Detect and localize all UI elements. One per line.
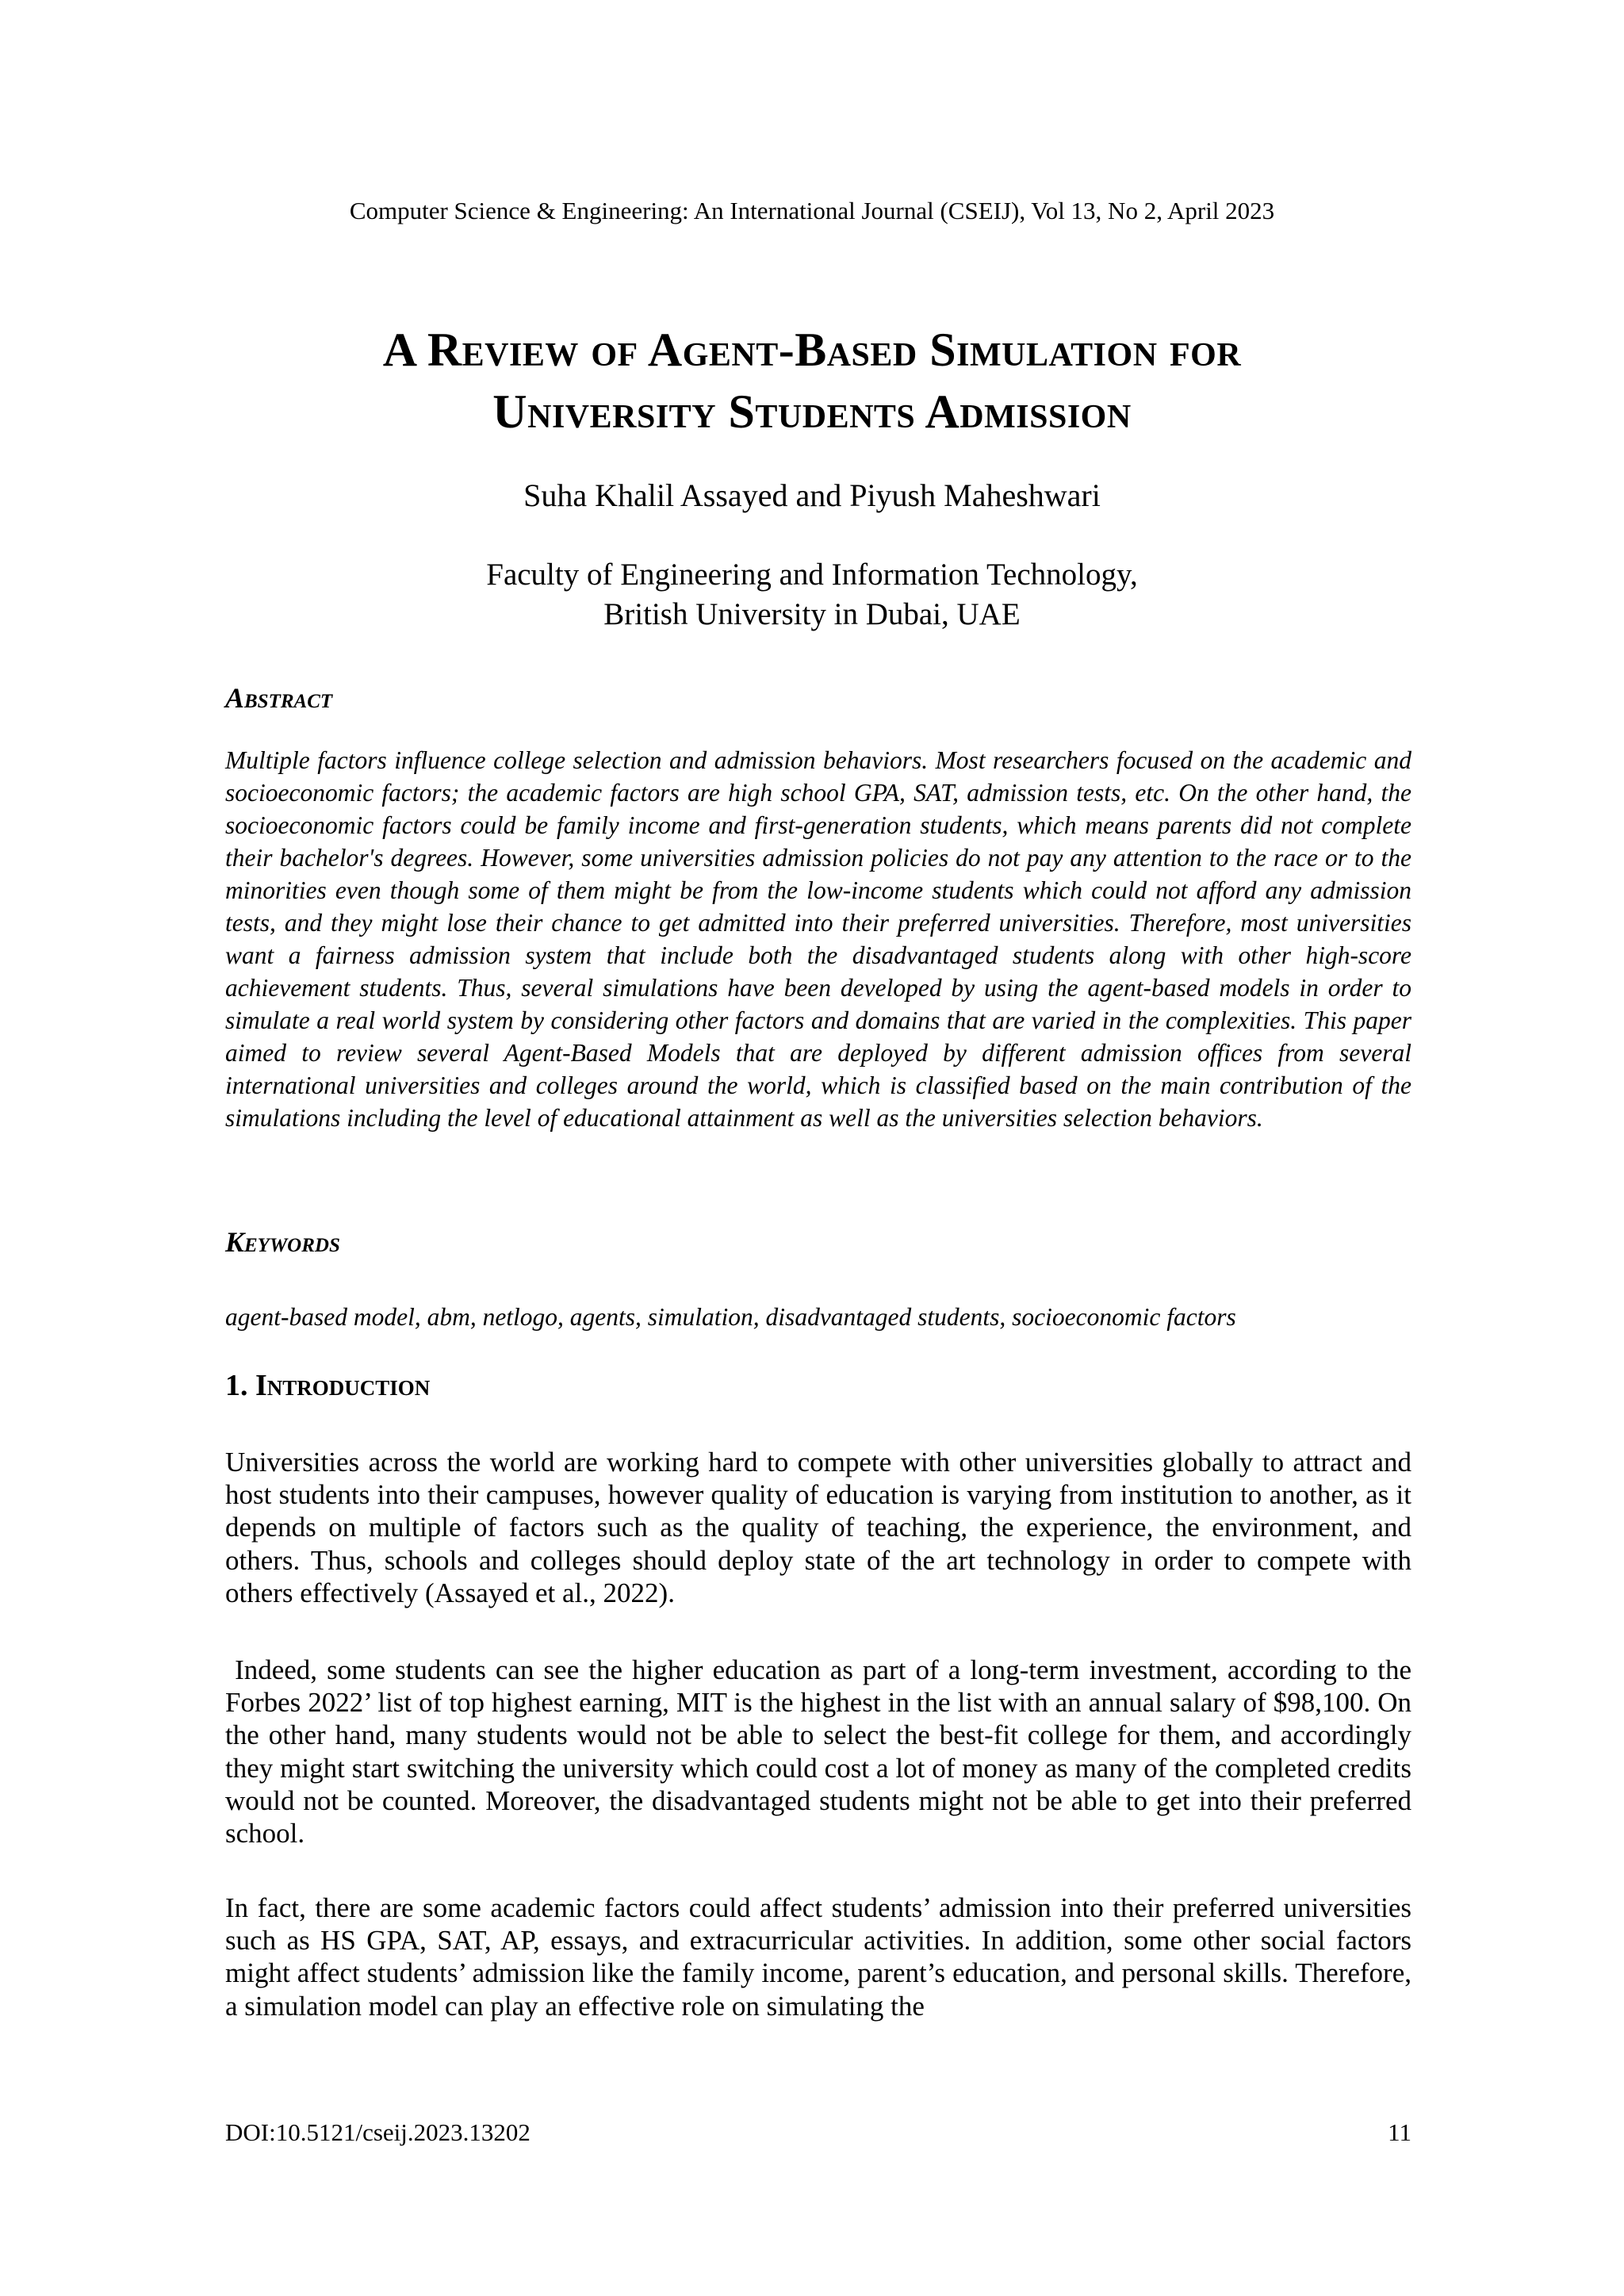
affiliation-line-1: Faculty of Engineering and Information Technology, — [486, 558, 1138, 592]
paper-authors: Suha Khalil Assayed and Piyush Maheshwari — [523, 477, 1101, 513]
journal-running-header: Computer Science & Engineering: An International Journal (CSEIJ), Vol 13, No 2, April 2023 — [349, 197, 1275, 224]
introduction-paragraph-1: Universities across the world are working hard to compete with other universities globally to attract and host students into their campuses, however quality of education is varying from institution to another, as it depends on multiple of factors such as the quality of teaching, the experience, the environment, and others. Thus, schools and colleges should deploy state of the art technology in order to compete with others effectively (Assayed et al., 2022). — [225, 1447, 1411, 1608]
introduction-paragraph-2: Indeed, some students can see the higher education as part of a long-term investment, according to the Forbes 2022’ list of top highest earning, MIT is the highest in the list with an annual salary of $98,100. On the other hand, many students would not be able to select the best-fit college for them, and accordingly they might start switching the university which could cost a lot of money as many of the completed credits would not be counted. Moreover, the disadvantaged students might not be able to get into their preferred school. — [225, 1654, 1411, 1849]
keywords-text: agent-based model, abm, netlogo, agents, simulation, disadvantaged students, socioeconomic factors — [225, 1303, 1236, 1331]
paper-title-line-1: A Review of Agent-Based Simulation for — [382, 324, 1242, 376]
keywords-heading: Keywords — [225, 1226, 340, 1258]
introduction-heading: 1. Introduction — [225, 1369, 431, 1402]
footer-doi: DOI:10.5121/cseij.2023.13202 — [225, 2118, 530, 2146]
author-affiliation — [0, 555, 1624, 634]
paper-title — [159, 319, 1465, 443]
abstract-heading: Abstract — [225, 682, 333, 714]
affiliation-line-2: British University in Dubai, UAE — [603, 597, 1021, 631]
abstract-text: Multiple factors influence college selection and admission behaviors. Most researchers focused on the academic and socioeconomic factors; the academic factors are high school GPA, SAT, admission tests, etc. On the other hand, the socioeconomic factors could be family income and first-generation students, which means parents did not complete their bachelor's degrees. However, some universities admission policies do not pay any attention to the race or to the minorities even though some of them might be from the low-income students which could not afford any admission tests, and they might lose their chance to get admitted into their preferred universities. Therefore, most universities want a fairness admission system that include both the disadvantaged students along with other high-score achievement students. Thus, several simulations have been developed by using the agent-based models in order to simulate a real world system by considering other factors and domains that are varied in the complexities. This paper aimed to review several Agent-Based Models that are deployed by different admission offices from several international universities and colleges around the world, which is classified based on the main contribution of the simulations including the level of educational attainment as well as the universities selection behaviors. — [225, 746, 1411, 1132]
footer-page-number: 11 — [1388, 2118, 1411, 2146]
paper-title-line-2: University Students Admission — [492, 385, 1132, 438]
introduction-paragraph-3: In fact, there are some academic factors could affect students’ admission into their preferred universities such as HS GPA, SAT, AP, essays, and extracurricular activities. In addition, some other social factors might affect students’ admission like the family income, parent’s education, and personal skills. Therefore, a simulation model can play an effective role on simulating the — [225, 1892, 1411, 2022]
